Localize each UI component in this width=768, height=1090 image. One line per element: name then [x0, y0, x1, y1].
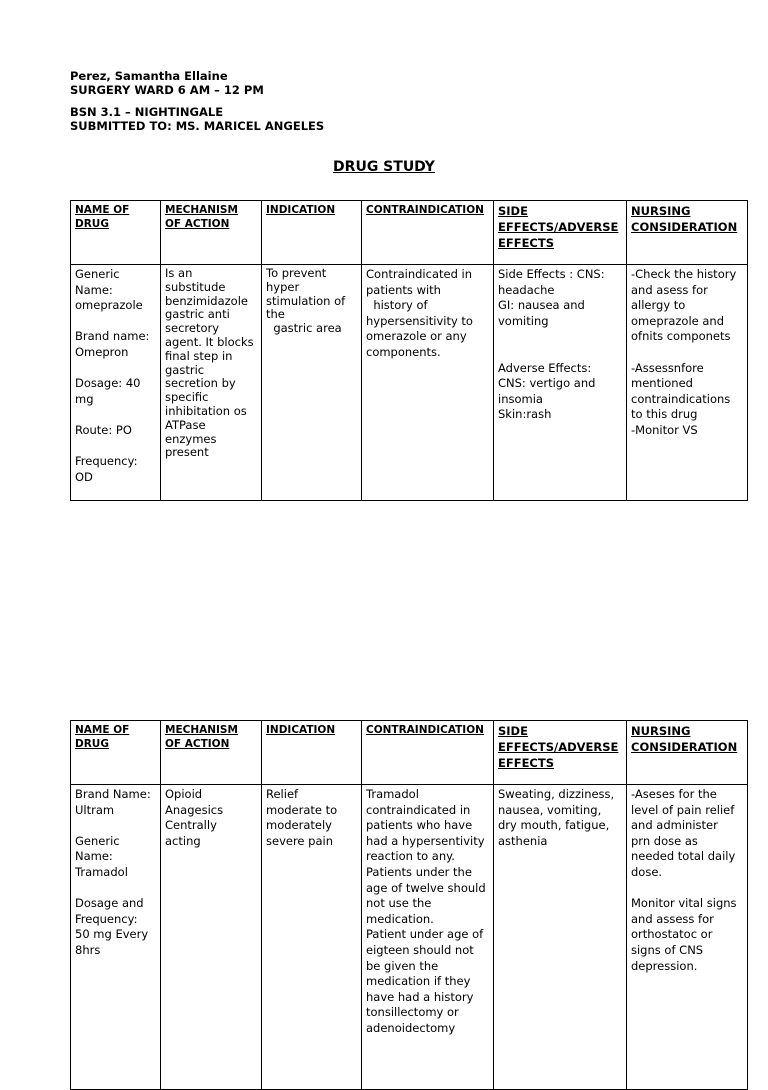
col-header-contraindication: CONTRAINDICATION — [362, 721, 494, 785]
table-header-row — [71, 201, 748, 265]
student-name: Perez, Samantha Ellaine — [70, 69, 228, 83]
cell-drug-name: Brand Name: Ultram Generic Name: Tramadol Dosage and Frequency: 50 mg Every 8hrs — [75, 787, 151, 957]
cell-mechanism: Opioid Anagesics Centrally acting — [165, 787, 224, 848]
document-header — [70, 69, 324, 133]
col-header-mechanism: MECHANISM OF ACTION — [161, 201, 262, 265]
document-title: DRUG STUDY — [333, 159, 435, 175]
col-header-indication: INDICATION — [262, 201, 362, 265]
cell-side-effects: Sweating, dizziness, nausea, vomiting, dry mouth, fatigue, asthenia — [498, 787, 615, 848]
cell-side-effects: Side Effects : CNS: headache GI: nausea and vomiting Adverse Effects: CNS: vertigo and insomia Skin:rash — [498, 267, 605, 422]
col-header-side-effects: SIDE EFFECTS/ADVERSE EFFECTS — [494, 721, 627, 785]
cell-indication: Relief moderate to moderately severe pain — [266, 787, 338, 848]
cell-indication: To prevent hyper stimulation of the gastric area — [266, 266, 346, 336]
class-section: BSN 3.1 – NIGHTINGALE — [70, 105, 224, 119]
table-row — [71, 265, 748, 501]
col-header-mechanism: MECHANISM OF ACTION — [161, 721, 262, 785]
cell-mechanism: Is an substitude benzimidazole gastric anti secretory agent. It blocks final step in gastric secretion by specific inhibitation os ATPase enzymes present — [165, 266, 254, 460]
cell-contraindication: Tramadol contraindicated in patients who have had a hypersentivity reaction to any. Patients under the age of twelve should not use the medication. Patient under age of eigteen should not be given the medication if they have had a history tonsillectomy or adenoidectomy — [366, 787, 486, 1035]
cell-nursing: -Aseses for the level of pain relief and administer prn dose as needed total daily dose. Monitor vital signs and assess for orthostatoc or signs of CNS depression. — [631, 787, 737, 973]
cell-nursing: -Check the history and asess for allergy to omeprazole and ofnits componets -Assessnfore mentioned contraindications to this drug -Monitor VS — [631, 267, 737, 437]
table-header-row — [71, 721, 748, 785]
submitted-to: SUBMITTED TO: MS. MARICEL ANGELES — [70, 119, 325, 133]
drug-table-omeprazole — [70, 200, 748, 501]
col-header-name: NAME OF DRUG — [71, 201, 161, 265]
drug-table-tramadol — [70, 720, 748, 1090]
table-row — [71, 785, 748, 1090]
cell-contraindication: Contraindicated in patients with history of hypersensitivity to omerazole or any components. — [366, 267, 473, 359]
col-header-nursing: NURSING CONSIDERATION — [627, 721, 748, 785]
col-header-name: NAME OF DRUG — [71, 721, 161, 785]
col-header-indication: INDICATION — [262, 721, 362, 785]
col-header-contraindication: CONTRAINDICATION — [362, 201, 494, 265]
col-header-side-effects: SIDE EFFECTS/ADVERSE EFFECTS — [494, 201, 627, 265]
ward-schedule: SURGERY WARD 6 AM – 12 PM — [70, 83, 264, 97]
cell-drug-name: Generic Name: omeprazole Brand name: Omepron Dosage: 40 mg Route: PO Frequency: OD — [75, 267, 150, 484]
col-header-nursing: NURSING CONSIDERATION — [627, 201, 748, 265]
